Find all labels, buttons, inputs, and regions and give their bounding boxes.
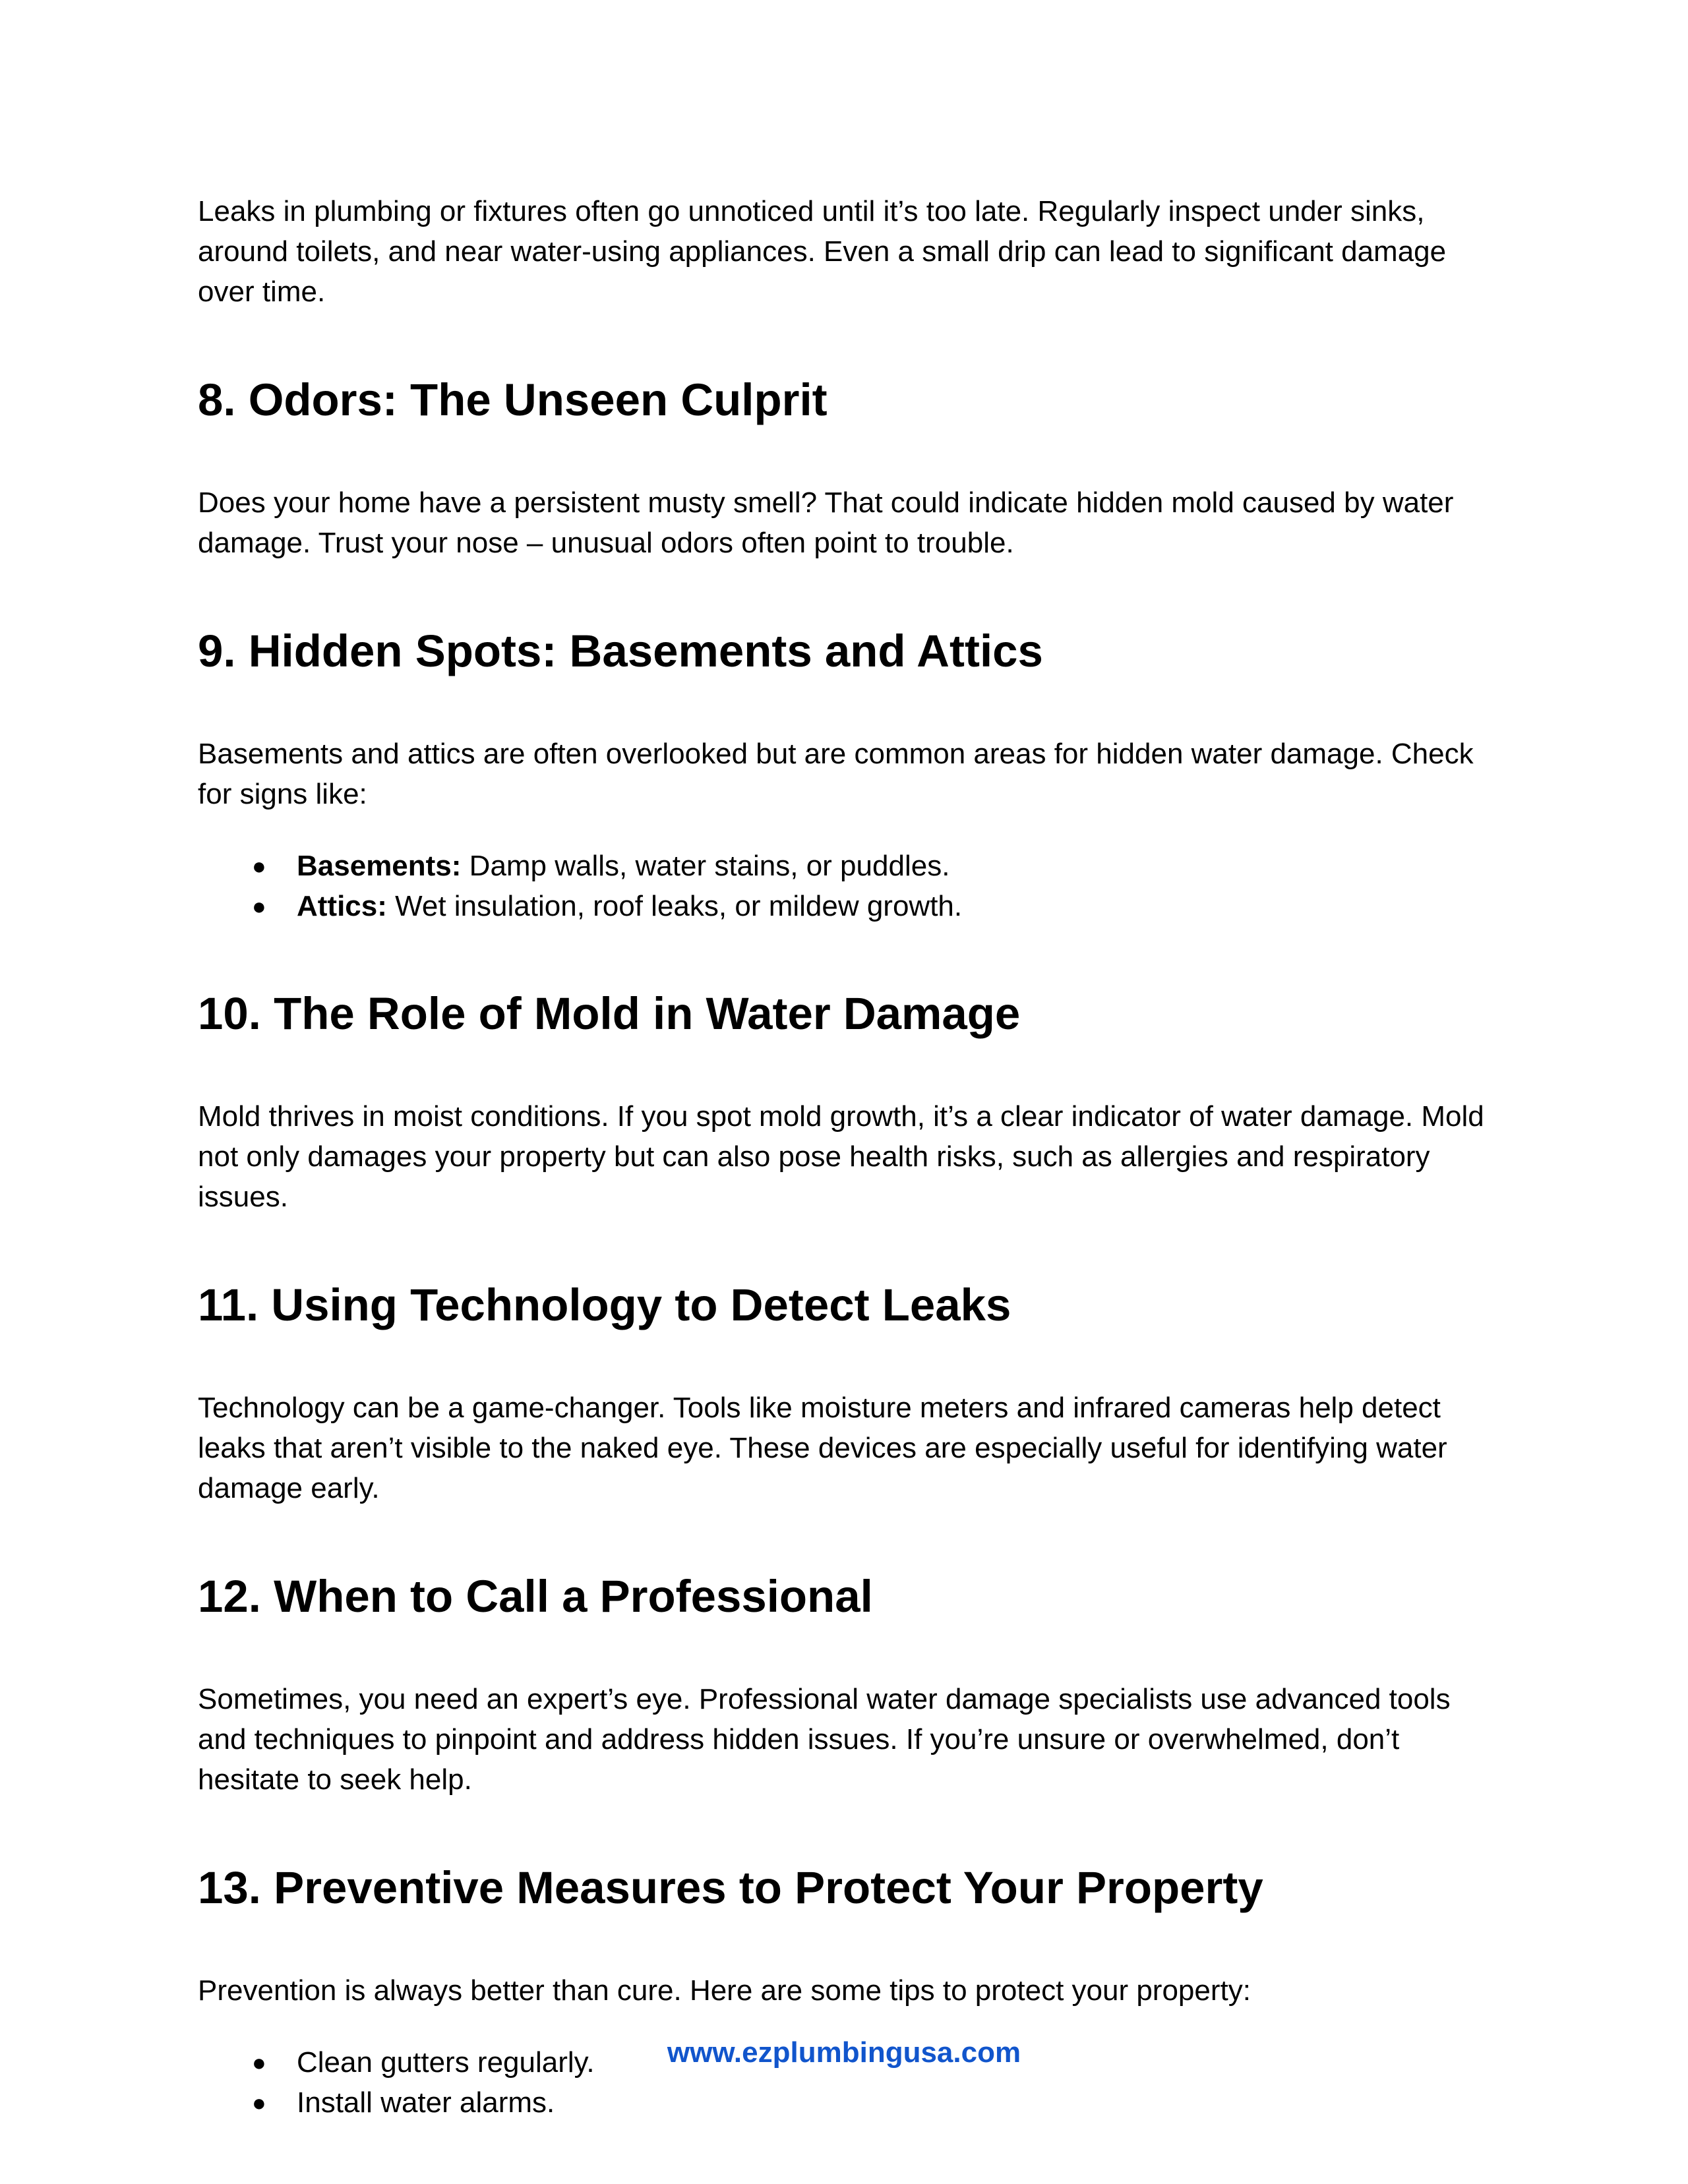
bullet-icon: ● — [252, 2049, 266, 2076]
section-heading-hidden-spots: 9. Hidden Spots: Basements and Attics — [198, 626, 1043, 676]
list-item — [198, 846, 1497, 886]
list-item-text: Wet insulation, roof leaks, or mildew growth. — [386, 890, 963, 922]
section-heading-preventive: 13. Preventive Measures to Protect Your Property — [198, 1862, 1263, 1913]
section-body-mold: Mold thrives in moist conditions. If you spot mold growth, it’s a clear indicator of water damage. Mold not only damages your property but can also pose health risks, such as allergies and respiratory issues. — [198, 1100, 1484, 1213]
list-item-text: Damp walls, water stains, or puddles. — [461, 850, 950, 882]
hidden-spots-list — [198, 846, 1497, 926]
section-heading-technology: 11. Using Technology to Detect Leaks — [198, 1280, 1011, 1330]
section-heading-professional: 12. When to Call a Professional — [198, 1571, 873, 1622]
list-item — [198, 886, 1497, 926]
website-link[interactable]: www.ezplumbingusa.com — [667, 2036, 1021, 2069]
section-heading-odors: 8. Odors: The Unseen Culprit — [198, 374, 828, 425]
section-body-hidden-spots: Basements and attics are often overlooked but are common areas for hidden water damage. Check for signs like: — [198, 738, 1474, 810]
list-item-label: Basements: — [297, 850, 462, 882]
section-heading-mold: 10. The Role of Mold in Water Damage — [198, 988, 1021, 1039]
bullet-icon: ● — [252, 852, 266, 879]
list-item-text: Clean gutters regularly. — [297, 2046, 595, 2079]
section-body-preventive: Prevention is always better than cure. Here are some tips to protect your property: — [198, 1974, 1251, 2007]
document-page — [198, 191, 1497, 2123]
list-item — [198, 2082, 1497, 2123]
list-item-text: Install water alarms. — [297, 2086, 555, 2119]
bullet-icon: ● — [252, 893, 266, 920]
intro-paragraph: Leaks in plumbing or fixtures often go unnoticed until it’s too late. Regularly inspect under sinks, around toilets, and near water-using appliances. Even a small drip can lead to significant damage over time. — [198, 195, 1447, 308]
list-item-label: Attics: — [297, 890, 387, 922]
section-body-odors: Does your home have a persistent musty smell? That could indicate hidden mold caused by water damage. Trust your nose – unusual odors often point to trouble. — [198, 487, 1454, 559]
section-body-technology: Technology can be a game-changer. Tools like moisture meters and infrared cameras help detect leaks that aren’t visible to the naked eye. These devices are especially useful for identifying water damage early. — [198, 1392, 1447, 1504]
section-body-professional: Sometimes, you need an expert’s eye. Professional water damage specialists use advanced tools and techniques to pinpoint and address hidden issues. If you’re unsure or overwhelmed, don’t hesitate to seek help. — [198, 1683, 1451, 1796]
bullet-icon: ● — [252, 2089, 266, 2116]
